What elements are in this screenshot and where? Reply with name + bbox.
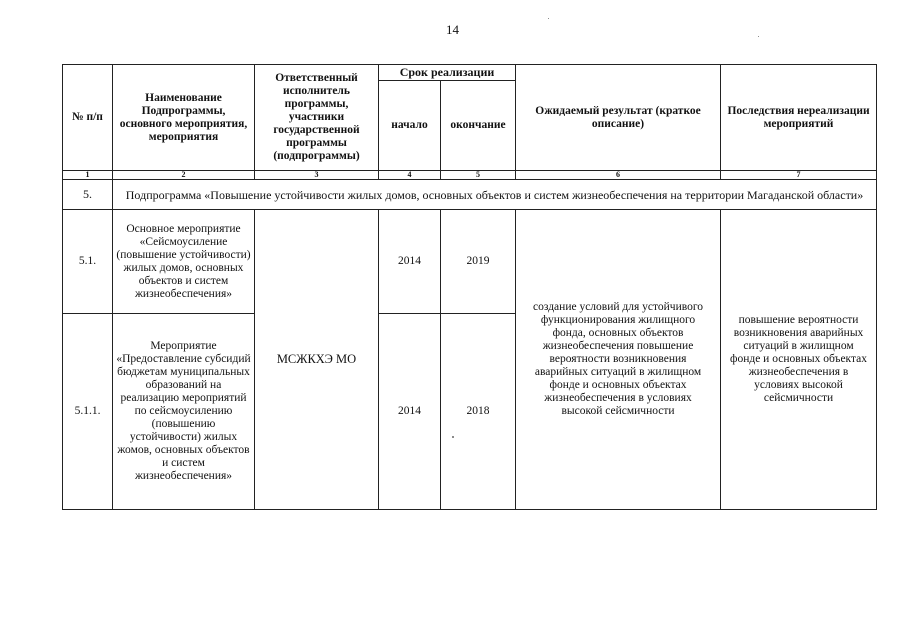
- section-title: Подпрограмма «Повышение устойчивости жилых домов, основных объектов и систем жизнеобеспечения на территории Магаданской области»: [113, 180, 877, 210]
- row-start: 2014: [379, 314, 441, 510]
- column-index: 3: [255, 171, 379, 180]
- consequences-cell: повышение вероятности возникновения аварийных ситуаций в жилищном фонде и основных объектах жизнеобеспечения в условиях высокой сейсмичности: [721, 210, 877, 510]
- result-cell: создание условий для устойчивого функционирования жилищного фонда, основных объектов жизнеобеспечения повышение вероятности возникновения аварийных ситуаций в жилищном фонде и основных объектах жизнеобеспечения в условиях высокой сейсмичности: [516, 210, 721, 510]
- header-start: начало: [379, 81, 441, 171]
- column-index: 2: [113, 171, 255, 180]
- scan-speck: [452, 436, 454, 438]
- column-index: 5: [441, 171, 516, 180]
- program-table: [62, 64, 877, 510]
- table-row: [63, 210, 877, 314]
- scan-speck: [758, 36, 759, 37]
- header-responsible: Ответственный исполнитель программы, участники государственной программы (подпрограммы): [255, 65, 379, 171]
- row-number: 5.1.: [63, 210, 113, 314]
- header-period: Срок реализации: [379, 65, 516, 81]
- header-end: окончание: [441, 81, 516, 171]
- header-consequences: Последствия нереализации мероприятий: [721, 65, 877, 171]
- responsible-cell: МСЖКХЭ МО: [255, 210, 379, 510]
- header-name: Наименование Подпрограммы, основного мероприятия, мероприятия: [113, 65, 255, 171]
- section-row: [63, 180, 877, 210]
- row-name: Мероприятие «Предоставление субсидий бюджетам муниципальных образований на реализацию мероприятий по сейсмоусилению (повышению устойчивости) жилых жомов, основных объектов и систем жизнеобеспечения»: [113, 314, 255, 510]
- row-end: 2018: [441, 314, 516, 510]
- column-index: 7: [721, 171, 877, 180]
- row-name: Основное мероприятие «Сейсмоусиление (повышение устойчивости) жилых домов, основных объектов и систем жизнеобеспечения»: [113, 210, 255, 314]
- column-index-row: [63, 171, 877, 180]
- row-start: 2014: [379, 210, 441, 314]
- section-number: 5.: [63, 180, 113, 210]
- row-number: 5.1.1.: [63, 314, 113, 510]
- page-number: 14: [446, 22, 459, 37]
- header-result: Ожидаемый результат (краткое описание): [516, 65, 721, 171]
- row-end: 2019: [441, 210, 516, 314]
- scan-speck: [548, 18, 549, 19]
- header-num: № п/п: [63, 65, 113, 171]
- column-index: 4: [379, 171, 441, 180]
- column-index: 1: [63, 171, 113, 180]
- column-index: 6: [516, 171, 721, 180]
